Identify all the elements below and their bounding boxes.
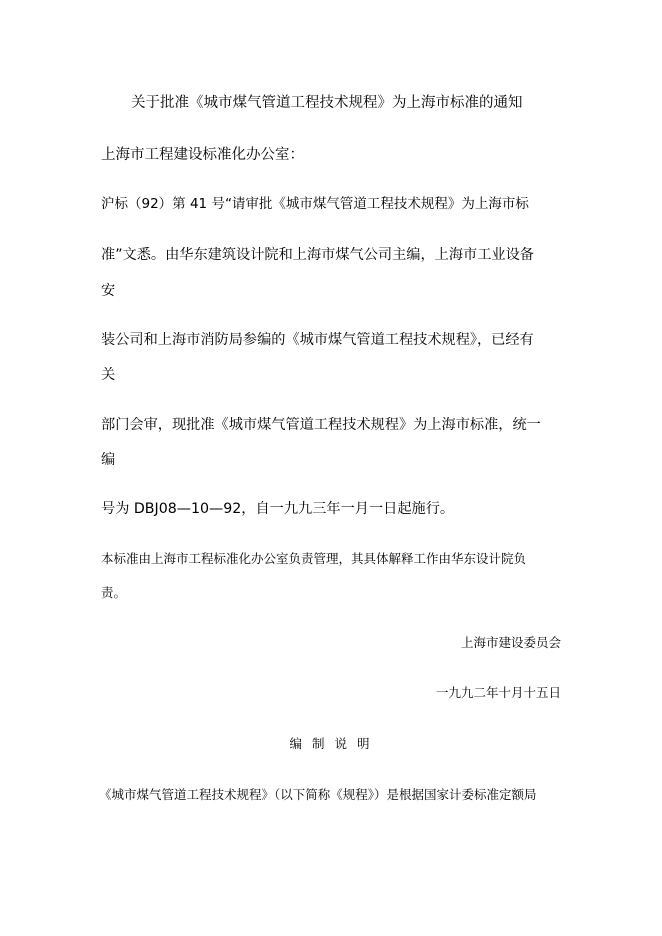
section-heading: 编 制 说 明 bbox=[289, 736, 373, 751]
body-line: 关 bbox=[101, 367, 116, 383]
body-line: 部门会审，现批准《城市煤气管道工程技术规程》为上海市标准，统一 bbox=[101, 417, 541, 433]
addressee: 上海市工程建设标准化办公室： bbox=[101, 147, 304, 163]
issue-date: 一九九二年十月十五日 bbox=[435, 685, 561, 700]
body-line: 安 bbox=[101, 283, 116, 299]
body-line: 本标准由上海市工程标准化办公室负责管理，其具体解释工作由华东设计院负 bbox=[101, 551, 527, 566]
body-line: 号为 DBJ08—10—92，自一九九三年一月一日起施行。 bbox=[101, 501, 455, 517]
section-first-line: 《城市煤气管道工程技术规程》（以下简称《规程》）是根据国家计委标准定额局 bbox=[99, 787, 537, 802]
body-line: 装公司和上海市消防局参编的《城市煤气管道工程技术规程》，已经有 bbox=[101, 332, 534, 348]
body-line: 沪标（92）第 41 号“请审批《城市煤气管道工程技术规程》为上海市标 bbox=[101, 196, 529, 212]
body-line: 编 bbox=[101, 452, 116, 468]
body-line: 准”文悉。由华东建筑设计院和上海市煤气公司主编，上海市工业设备 bbox=[101, 247, 534, 263]
signature: 上海市建设委员会 bbox=[460, 635, 561, 650]
body-line: 责。 bbox=[101, 585, 127, 600]
notice-title: 关于批准《城市煤气管道工程技术规程》为上海市标准的通知 bbox=[131, 95, 523, 111]
